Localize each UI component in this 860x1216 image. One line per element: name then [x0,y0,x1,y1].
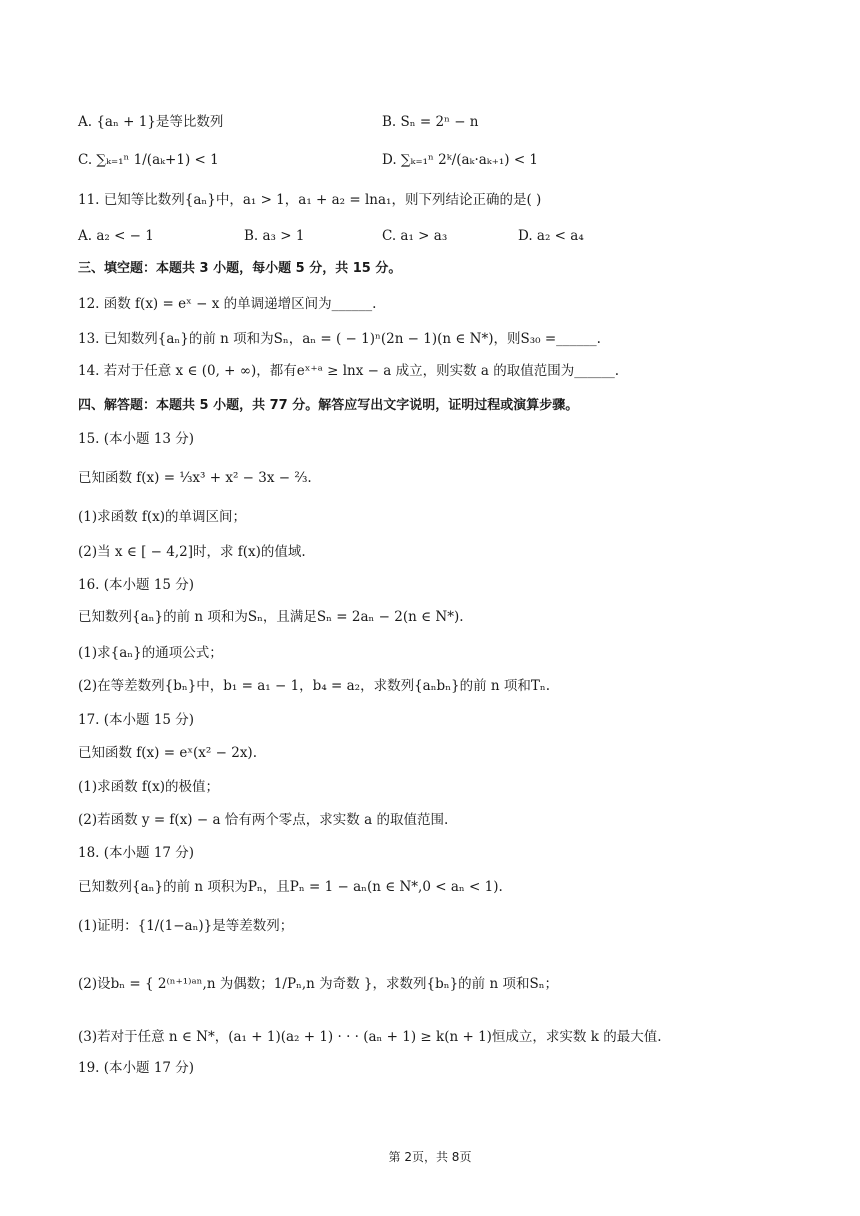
q10-option-d: D. ∑ₖ₌₁ⁿ 2ᵏ/(aₖ·aₖ₊₁) < 1 [382,152,539,168]
question-17-part-2: (2)若函数 y = f(x) − a 恰有两个零点，求实数 a 的取值范围. [78,812,449,828]
q10-option-c: C. ∑ₖ₌₁ⁿ 1/(aₖ+1) < 1 [78,152,219,168]
question-18-part-2: (2)设bₙ = { 2⁽ⁿ⁺¹⁾ᵃⁿ,n 为偶数；1/Pₙ,n 为奇数 }，求数列{bₙ}的前 n 项和Sₙ； [78,976,559,992]
question-17-header: 17. (本小题 15 分) [78,712,195,728]
section-4-heading: 四、解答题：本题共 5 小题，共 77 分。解答应写出文字说明，证明过程或演算步骤。 [78,398,579,413]
question-16-part-2: (2)在等差数列{bₙ}中，b₁ = a₁ − 1，b₄ = a₂，求数列{aₙbₙ}的前 n 项和Tₙ. [78,678,551,694]
question-15-part-2: (2)当 x ∈ [ − 4,2]时，求 f(x)的值域. [78,544,306,560]
q10-option-a: A. {aₙ + 1}是等比数列 [78,114,224,130]
question-18-stem: 已知数列{aₙ}的前 n 项积为Pₙ，且Pₙ = 1 − aₙ(n ∈ N*,0 < aₙ < 1). [78,879,503,895]
question-18-header: 18. (本小题 17 分) [78,845,195,861]
question-16-header: 16. (本小题 15 分) [78,577,195,593]
question-14: 14. 若对于任意 x ∈ (0, + ∞)，都有eˣ⁺ᵃ ≥ lnx − a 成立，则实数 a 的取值范围为______. [78,363,620,379]
q11-option-a: A. a₂ < − 1 [78,228,154,244]
question-16-part-1: (1)求{aₙ}的通项公式； [78,645,223,661]
page-footer: 第 2页，共 8页 [388,1150,472,1164]
q11-option-b: B. a₃ > 1 [244,228,305,244]
question-16-stem: 已知数列{aₙ}的前 n 项和为Sₙ，且满足Sₙ = 2aₙ − 2(n ∈ N*). [78,609,464,625]
question-17-part-1: (1)求函数 f(x)的极值； [78,779,220,795]
question-15-stem: 已知函数 f(x) = ⅓x³ + x² − 3x − ⅔. [78,470,312,486]
question-18-part-3: (3)若对于任意 n ∈ N*，(a₁ + 1)(a₂ + 1) · · · (aₙ + 1) ≥ k(n + 1)恒成立，求实数 k 的最大值. [78,1029,662,1045]
question-17-stem: 已知函数 f(x) = eˣ(x² − 2x). [78,745,257,761]
q11-option-d: D. a₂ < a₄ [518,228,584,244]
question-18-part-1: (1)证明：{1/(1−aₙ)}是等差数列； [78,918,294,934]
question-11: 11. 已知等比数列{aₙ}中，a₁ > 1，a₁ + a₂ = lna₁，则下列结论正确的是( ) [78,192,542,208]
question-13: 13. 已知数列{aₙ}的前 n 项和为Sₙ，aₙ = ( − 1)ⁿ(2n − 1)(n ∈ N*)，则S₃₀ =______. [78,331,601,347]
question-15-header: 15. (本小题 13 分) [78,431,195,447]
question-19-header: 19. (本小题 17 分) [78,1060,195,1076]
question-15-part-1: (1)求函数 f(x)的单调区间； [78,509,247,525]
q10-option-b: B. Sₙ = 2ⁿ − n [382,114,479,130]
q11-option-c: C. a₁ > a₃ [382,228,448,244]
question-12: 12. 函数 f(x) = eˣ − x 的单调递增区间为______. [78,296,377,312]
section-3-heading: 三、填空题：本题共 3 小题，每小题 5 分，共 15 分。 [78,261,402,276]
